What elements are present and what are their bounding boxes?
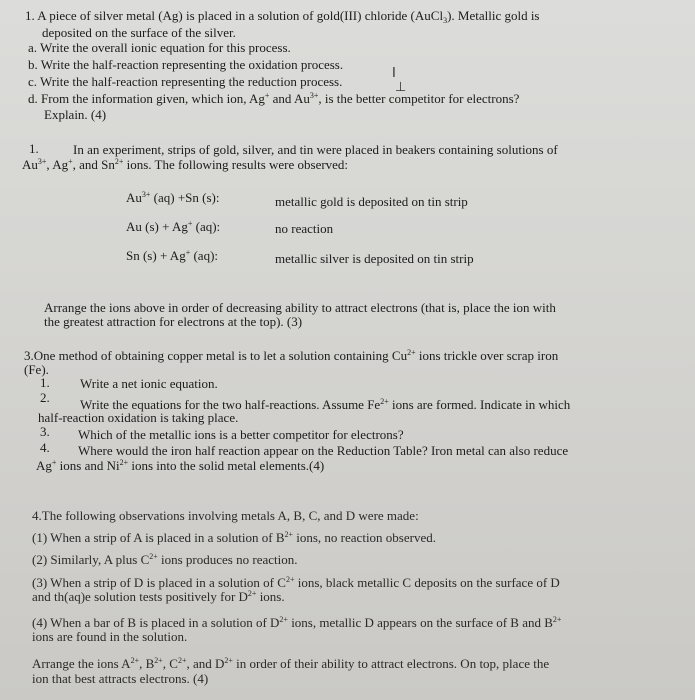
q4-obs-2 [32, 552, 297, 567]
q4-obs-3-cont [32, 589, 285, 604]
q3-item-3-num: 3. [40, 424, 50, 439]
q2-intro2-a: Au [22, 157, 38, 172]
q4-arrange-cont: ion that best attracts electrons. (4) [32, 671, 209, 686]
q4-arr-sup1: 2+ [130, 656, 140, 665]
q1-part-d-cont: Explain. (4) [44, 107, 107, 122]
q4-obs-4-b: ions, metallic D appears on the surface of B and B [287, 615, 553, 630]
q2-row-1-right: metallic gold is deposited on tin strip [275, 194, 468, 209]
q4-obs-3-cont-b: ions. [256, 589, 285, 604]
q4-obs-1-a: (1) When a strip of A is placed in a solution of B [32, 530, 285, 545]
q2-row-3-b: (aq): [190, 248, 219, 263]
q3-item-4-cont [36, 458, 324, 473]
q4-intro: 4.The following observations involving metals A, B, C, and D were made: [32, 508, 419, 523]
q4-arr-sup4: 2+ [224, 656, 233, 665]
q4-obs-2-a: (2) Similarly, A plus C [32, 552, 150, 567]
q4-arr-sup3: 2+ [177, 656, 187, 665]
q2-row-1-b: (aq) +Sn (s): [150, 190, 220, 205]
q3-line1-sup: 2+ [407, 348, 416, 357]
q4-arrange [32, 656, 549, 671]
q3-line1-b: ions trickle over scrap iron [415, 348, 559, 363]
q1-line1 [25, 8, 540, 23]
q1-d-sup2: 3+ [309, 91, 319, 100]
q3-item-2-cont: half-reaction oxidation is taking place. [38, 410, 239, 425]
q2-row-1-sup: 3+ [141, 190, 151, 199]
q3-item-1-num: 1. [40, 375, 50, 390]
q2-row-3-sup: + [185, 248, 191, 257]
q4-arr-d: , and D [186, 656, 225, 671]
q4-obs-4-a: (4) When a bar of B is placed in a solution of D [32, 615, 280, 630]
q3-item-4: Where would the iron half reaction appear on the Reduction Table? Iron metal can also reduce [78, 443, 569, 458]
q2-intro2-b: , Ag [46, 157, 69, 172]
q1-line1-text: 1. A piece of silver metal (Ag) is placed in a solution of gold(III) chloride (AuCl [25, 8, 444, 23]
q2-row-3-left [126, 248, 218, 263]
q4-obs-2-sup: 2+ [149, 552, 158, 561]
q3-item-2-num: 2. [40, 390, 50, 405]
q2-row-2-b: (aq): [192, 219, 221, 234]
q4-obs-2-b: ions produces no reaction. [157, 552, 298, 567]
q2-row-1-a: Au [126, 190, 142, 205]
q4-arr-e: in order of their ability to attract electrons. On top, place the [232, 656, 550, 671]
q2-intro2-d: ions. The following results were observed: [123, 157, 349, 172]
q1-part-a: a. Write the overall ionic equation for this process. [28, 40, 291, 55]
q4-arr-b: , B [139, 656, 155, 671]
q3-line1 [24, 348, 558, 363]
q4-obs-1-b: ions, no reaction observed. [293, 530, 436, 545]
q2-intro2 [22, 157, 348, 172]
q4-arr-c: , C [162, 656, 178, 671]
q3-item-1: Write a net ionic equation. [80, 376, 218, 391]
q2-arrange-1: Arrange the ions above in order of decreasing ability to attract electrons (that is, place the ion with [44, 300, 556, 315]
q3-item-3: Which of the metallic ions is a better competitor for electrons? [78, 427, 404, 442]
q3-item-4-cont-sup2: 2+ [119, 458, 129, 467]
text-cursor-icon-2: ⊥ [395, 80, 407, 95]
q3-item-2-a: Write the equations for the two half-reactions. Assume Fe [80, 397, 381, 412]
q2-arrange-2: the greatest attraction for electrons at the top). (3) [44, 314, 303, 329]
q4-arr-sup2: 2+ [154, 656, 163, 665]
q3-line2: (Fe). [24, 362, 49, 377]
q3-item-4-cont-b: ions and Ni [56, 458, 120, 473]
text-cursor-icon: I [392, 66, 396, 81]
q4-obs-1 [32, 530, 436, 545]
q2-row-2-sup: + [187, 219, 193, 228]
q1-sub: 3 [443, 16, 448, 25]
q3-item-4-cont-a: Ag [36, 458, 52, 473]
q1-d-sup1: + [264, 91, 270, 100]
q4-obs-3-cont-a: and th(aq)e solution tests positively for D [32, 589, 248, 604]
q3-item-4-cont-sup1: + [51, 458, 57, 467]
q2-row-1-left [126, 190, 219, 205]
q4-obs-4-cont: ions are found in the solution. [32, 629, 188, 644]
q1-line1-end: ). Metallic gold is [447, 8, 540, 23]
q1-part-b: b. Write the half-reaction representing the oxidation process. [28, 57, 344, 72]
q3-item-2-b: ions are formed. Indicate in which [388, 397, 571, 412]
q4-obs-3-b: ions, black metallic C deposits on the surface of D [294, 575, 560, 590]
q4-obs-1-sup: 2+ [284, 530, 294, 539]
q3-line1-a: 3.One method of obtaining copper metal is to let a solution containing Cu [24, 348, 408, 363]
q2-row-3-right: metallic silver is deposited on tin strip [275, 251, 474, 266]
q1-part-d [28, 91, 519, 106]
q2-row-2-left [126, 219, 220, 234]
q3-item-2-sup: 2+ [380, 397, 389, 406]
q4-obs-3-sup: 2+ [285, 575, 295, 584]
q2-row-2-a: Au (s) + Ag [126, 219, 188, 234]
q2-intro2-sup2: + [68, 157, 73, 166]
q2-row-2-right: no reaction [275, 221, 334, 236]
q2-intro1: In an experiment, strips of gold, silver, and tin were placed in beakers containing solutions of [73, 142, 558, 157]
q4-obs-4-sup2: 2+ [552, 615, 562, 624]
q2-intro2-sup3: 2+ [114, 157, 124, 166]
q4-obs-3-cont-sup: 2+ [247, 589, 257, 598]
q4-arr-a: Arrange the ions A [32, 656, 131, 671]
q2-row-3-a: Sn (s) + Ag [126, 248, 186, 263]
q4-obs-4-sup1: 2+ [279, 615, 288, 624]
q2-intro2-sup1: 3+ [37, 157, 47, 166]
q2-number: 1. [29, 141, 39, 156]
q1-line2: deposited on the surface of the silver. [42, 25, 236, 40]
q1-d-mid: and Au [269, 91, 310, 106]
q4-obs-4 [32, 615, 561, 630]
q1-part-c: c. Write the half-reaction representing the reduction process. [28, 74, 343, 89]
q3-item-4-cont-c: ions into the solid metal elements.(4) [128, 458, 325, 473]
q3-item-4-num: 4. [40, 440, 50, 455]
q1-d-text: d. From the information given, which ion, Ag [28, 91, 265, 106]
q4-obs-3-a: (3) When a strip of D is placed in a solution of C [32, 575, 286, 590]
q1-d-end: , is the better competitor for electrons? [318, 91, 520, 106]
q2-intro2-c: , and Sn [72, 157, 115, 172]
q4-obs-3 [32, 575, 560, 590]
